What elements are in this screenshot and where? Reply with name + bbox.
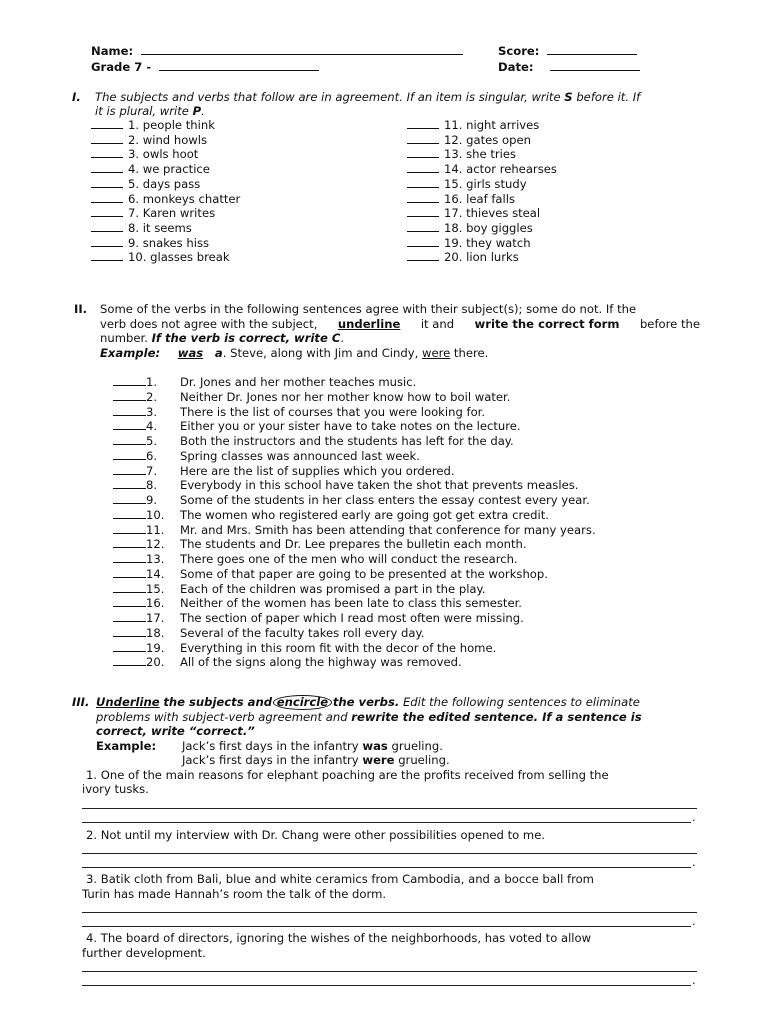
part1-item-text: 11. night arrives (444, 118, 540, 132)
answer-blank[interactable] (113, 419, 146, 430)
part2-example-letter: a (214, 346, 223, 360)
answer-blank[interactable] (113, 464, 146, 475)
part2-instr-underline: underline (337, 317, 401, 331)
part1-item (407, 162, 557, 177)
part2-item-sentence: There is the list of courses that you were looking for. (180, 404, 486, 419)
part3-instr-bold: the verbs. (332, 695, 400, 709)
part1-item (91, 250, 230, 265)
part1-item-text: 19. they watch (444, 235, 531, 250)
part1-item-text: 4. we practice (128, 162, 210, 177)
part2-item-sentence: Each of the children was promised a part in the play. (180, 581, 486, 596)
part3-instr-bold: the subjects and (163, 695, 273, 709)
part2-instruction-line2 (100, 317, 700, 332)
answer-line[interactable] (82, 808, 697, 809)
grade-row (91, 60, 319, 75)
part3-q2: 2. Not until my interview with Dr. Chang were other possibilities opened to me. (86, 828, 546, 842)
part2-item (113, 611, 524, 626)
part3-example-line2 (182, 753, 450, 768)
part2-item-number: 11. (146, 522, 165, 537)
part2-item-sentence: Neither Dr. Jones nor her mother know how to boil water. (180, 389, 511, 404)
part3-instr-text: problems with subject-verb agreement and (96, 710, 348, 724)
part1-item (407, 177, 527, 192)
answer-blank[interactable] (113, 567, 146, 578)
answer-blank[interactable] (407, 133, 439, 144)
answer-blank[interactable] (91, 162, 123, 173)
part2-item-number: 9. (146, 493, 158, 507)
part1-item-text: 9. snakes hiss (128, 235, 210, 250)
part2-item-sentence: All of the signs along the highway was removed. (180, 655, 462, 670)
answer-blank[interactable] (113, 655, 146, 666)
part1-instr-text: The subjects and verbs that follow are in agreement. If an item is singular, write (95, 90, 565, 104)
part2-item (113, 478, 578, 493)
part2-item-sentence: Either you or your sister have to take notes on the lecture. (180, 419, 521, 434)
part2-item (113, 582, 485, 597)
part1-item-text: 7. Karen writes (128, 206, 216, 221)
part2-item-number: 16. (146, 596, 165, 611)
part2-example-label: Example: (100, 346, 161, 360)
part2-item-sentence: The students and Dr. Lee prepares the bulletin each month. (180, 537, 527, 552)
part2-item-sentence: Everything in this room fit with the decor of the home. (180, 640, 497, 655)
part1-instruction-line1 (95, 90, 640, 105)
part1-instruction-line2 (95, 104, 205, 119)
part2-instr-bold: If the verb is correct, write C (151, 331, 341, 345)
part2-item (113, 567, 548, 582)
answer-blank[interactable] (113, 537, 146, 548)
part2-instruction-line1 (100, 302, 700, 317)
answer-blank[interactable] (113, 478, 146, 489)
part3-example-text: grueling. (398, 753, 450, 767)
part2-item-sentence: Mr. and Mrs. Smith has been attending that conference for many years. (180, 522, 596, 537)
part3-instr-bold: rewrite the edited sentence. If a sentence is (351, 710, 642, 724)
answer-blank[interactable] (91, 250, 123, 261)
answer-period: . (692, 914, 696, 928)
answer-blank[interactable] (113, 641, 146, 652)
part1-item (91, 206, 215, 221)
part2-example-were: were (421, 346, 451, 360)
part1-item (407, 192, 515, 207)
answer-line[interactable] (82, 912, 697, 913)
part1-item (91, 221, 192, 236)
part2-roman: II. (74, 302, 88, 316)
part1-item-text: 18. boy giggles (444, 220, 533, 235)
answer-blank[interactable] (113, 596, 146, 607)
name-blank[interactable] (141, 44, 463, 55)
answer-blank[interactable] (407, 192, 439, 203)
part3-underline-word: Underline (96, 695, 160, 709)
part2-item (113, 434, 514, 449)
part2-item-sentence: Everybody in this school have taken the shot that prevents measles. (180, 478, 579, 493)
part1-item-text: 1. people think (128, 118, 215, 132)
part1-item (91, 236, 209, 251)
answer-blank[interactable] (91, 177, 123, 188)
part2-item (113, 537, 527, 552)
part2-item-number: 3. (146, 404, 158, 419)
part1-item (91, 192, 240, 207)
part2-item (113, 405, 485, 420)
answer-blank[interactable] (407, 118, 439, 129)
answer-blank[interactable] (91, 147, 123, 158)
part2-instruction-line3 (100, 331, 344, 346)
part1-item (407, 221, 533, 236)
score-blank[interactable] (547, 44, 637, 55)
part2-item-number: 18. (146, 625, 165, 640)
answer-line[interactable] (82, 985, 691, 986)
part2-item-sentence: Some of that paper are going to be presented at the workshop. (180, 566, 548, 581)
part2-item (113, 552, 518, 567)
part2-instr-text: . (340, 331, 345, 345)
part1-instr-text: before it. If (572, 90, 641, 104)
part2-item-number: 17. (146, 611, 165, 625)
part3-q1-line1: 1. One of the main reasons for elephant poaching are the profits received from selling the (86, 768, 609, 782)
part2-item (113, 641, 496, 656)
part2-instr-text: it and (420, 317, 455, 331)
part1-item (91, 133, 207, 148)
answer-line[interactable] (82, 853, 697, 854)
part2-item-sentence: Here are the list of supplies which you ordered. (180, 463, 455, 478)
answer-blank[interactable] (407, 206, 439, 217)
part3-instr-text: Edit the following sentences to eliminate (402, 695, 640, 709)
part1-item-text: 5. days pass (128, 176, 201, 191)
part1-item (407, 118, 539, 133)
answer-blank[interactable] (113, 626, 146, 637)
part2-item-number: 5. (146, 434, 158, 448)
score-label: Score: (498, 44, 540, 58)
part3-encircle-word: encircle (273, 695, 332, 710)
answer-blank[interactable] (91, 192, 123, 203)
part2-item (113, 464, 455, 479)
answer-blank[interactable] (113, 552, 146, 563)
date-label: Date: (498, 60, 534, 74)
answer-blank[interactable] (91, 236, 123, 247)
answer-blank[interactable] (113, 449, 146, 460)
answer-line[interactable] (82, 971, 697, 972)
part2-example-answer: was (177, 346, 204, 360)
part2-item-number: 1. (146, 375, 158, 389)
answer-blank[interactable] (113, 582, 146, 593)
part2-item-number: 2. (146, 389, 158, 404)
part2-item-number: 19. (146, 640, 165, 655)
part2-item-number: 20. (146, 655, 165, 670)
part3-example-line1 (182, 739, 443, 754)
part1-item-text: 12. gates open (444, 132, 531, 147)
part2-item (113, 419, 521, 434)
part1-item (407, 206, 540, 221)
part2-example (100, 346, 488, 361)
part2-item-number: 4. (146, 419, 158, 434)
part3-example-label: Example: (96, 739, 157, 753)
part3-instruction-line2 (96, 710, 642, 725)
part1-instr-P: P (192, 104, 202, 118)
part1-item-text: 2. wind howls (128, 132, 208, 147)
part2-item-number: 10. (146, 507, 165, 522)
answer-period: . (692, 810, 696, 824)
answer-blank[interactable] (407, 250, 439, 261)
part3-example-text: Jack’s first days in the infantry (182, 739, 359, 753)
part2-item (113, 626, 424, 641)
part2-item-sentence: Spring classes was announced last week. (180, 448, 420, 463)
grade-label: Grade 7 - (91, 60, 152, 74)
answer-blank[interactable] (91, 133, 123, 144)
answer-blank[interactable] (113, 375, 146, 386)
part2-instr-text: verb does not agree with the subject, (100, 317, 318, 331)
answer-blank[interactable] (113, 434, 146, 445)
part1-item-text: 8. it seems (128, 220, 192, 235)
part2-item-number: 7. (146, 463, 158, 478)
part1-item-text: 10. glasses break (128, 250, 230, 265)
answer-blank[interactable] (91, 221, 123, 232)
answer-period: . (692, 973, 696, 987)
part1-item-text: 3. owls hoot (128, 147, 199, 162)
part2-item-sentence: The section of paper which I read most often were missing. (180, 611, 524, 625)
part1-item-text: 14. actor rehearses (444, 162, 557, 177)
answer-blank[interactable] (113, 493, 146, 504)
part1-item (91, 118, 215, 133)
part1-item (407, 236, 531, 251)
part3-example-text: grueling. (391, 739, 443, 753)
part2-item-number: 6. (146, 448, 158, 463)
part1-instr-text: it is plural, write (95, 104, 193, 118)
part3-example-verb: were (362, 753, 395, 767)
part2-item-sentence: There goes one of the men who will conduct the research. (180, 552, 518, 566)
part2-item-sentence: Dr. Jones and her mother teaches music. (180, 375, 417, 389)
part3-roman: III. (72, 695, 90, 709)
part2-item-number: 14. (146, 566, 165, 581)
part3-q3-line1: 3. Batik cloth from Bali, blue and white ceramics from Cambodia, and a bocce ball from (86, 872, 594, 886)
answer-blank[interactable] (407, 162, 439, 173)
part1-instr-S: S (564, 90, 573, 104)
part2-instr-text: number. (100, 331, 148, 345)
part2-item-sentence: Neither of the women has been late to class this semester. (180, 596, 522, 611)
part2-item-sentence: Some of the students in her class enters the essay contest every year. (180, 493, 590, 507)
answer-blank[interactable] (407, 147, 439, 158)
part2-item-sentence: Several of the faculty takes roll every day. (180, 625, 425, 640)
grade-blank[interactable] (159, 60, 319, 71)
answer-line[interactable] (82, 867, 691, 868)
part1-instr-text: . (201, 104, 205, 118)
part3-instruction-line1 (96, 695, 640, 710)
answer-blank[interactable] (113, 390, 146, 401)
part2-item (113, 449, 420, 464)
answer-blank[interactable] (113, 508, 146, 519)
part1-item-text: 16. leaf falls (444, 191, 516, 206)
part2-item-number: 15. (146, 581, 165, 596)
part3-q4-line1: 4. The board of directors, ignoring the wishes of the neighborhoods, has voted to allow (86, 931, 592, 945)
part1-item (91, 147, 198, 162)
part2-item-sentence: The women who registered early are going got get extra credit. (180, 507, 549, 522)
part2-item (113, 493, 590, 508)
answer-blank[interactable] (91, 206, 123, 217)
answer-line[interactable] (82, 822, 691, 823)
part1-item-text: 13. she tries (444, 147, 517, 162)
part2-instr-text: before the (639, 317, 700, 331)
date-blank[interactable] (550, 60, 640, 71)
answer-blank[interactable] (113, 405, 146, 416)
part2-item (113, 596, 522, 611)
part1-item-text: 17. thieves steal (444, 206, 541, 221)
part3-instruction-line3: correct, write “correct.” (96, 724, 255, 738)
part3-q1-line2: ivory tusks. (82, 782, 149, 796)
name-row (91, 44, 463, 59)
part2-item-number: 12. (146, 537, 165, 552)
part1-item (407, 250, 519, 265)
part2-item-sentence: Both the instructors and the students has left for the day. (180, 434, 514, 448)
answer-line[interactable] (82, 926, 691, 927)
part3-q3-line2: Turin has made Hannah’s room the talk of the dorm. (82, 887, 387, 901)
answer-period: . (692, 855, 696, 869)
part2-item-number: 8. (146, 478, 158, 493)
part3-q4-line2: further development. (82, 946, 206, 960)
part1-roman: I. (72, 90, 81, 104)
part2-instr-text: Some of the verbs in the following sentences agree with their subject(s); some do not. If the (100, 302, 637, 316)
part2-example-text: there. (453, 346, 489, 360)
part1-item (91, 162, 210, 177)
part2-item (113, 655, 462, 670)
part2-example-text: . Steve, along with Jim and Cindy, (222, 346, 419, 360)
date-row (498, 60, 640, 75)
part2-item (113, 523, 596, 538)
answer-blank[interactable] (407, 221, 439, 232)
answer-blank[interactable] (407, 236, 439, 247)
part1-item-text: 15. girls study (444, 176, 527, 191)
part2-item (113, 390, 510, 405)
part1-item (407, 147, 516, 162)
answer-blank[interactable] (113, 523, 146, 534)
part1-item (407, 133, 531, 148)
name-label: Name: (91, 44, 134, 58)
part1-item (91, 177, 200, 192)
answer-blank[interactable] (407, 177, 439, 188)
part1-item-text: 6. monkeys chatter (128, 191, 241, 206)
part2-item (113, 508, 549, 523)
part2-instr-bold: write the correct form (474, 317, 620, 331)
answer-blank[interactable] (91, 118, 123, 129)
answer-blank[interactable] (113, 611, 146, 622)
part3-example-verb: was (362, 739, 388, 753)
part3-example-text: Jack’s first days in the infantry (182, 753, 359, 767)
score-row (498, 44, 637, 59)
part1-item-text: 20. lion lurks (444, 250, 519, 265)
part2-item (113, 375, 416, 390)
part2-item-number: 13. (146, 552, 165, 566)
